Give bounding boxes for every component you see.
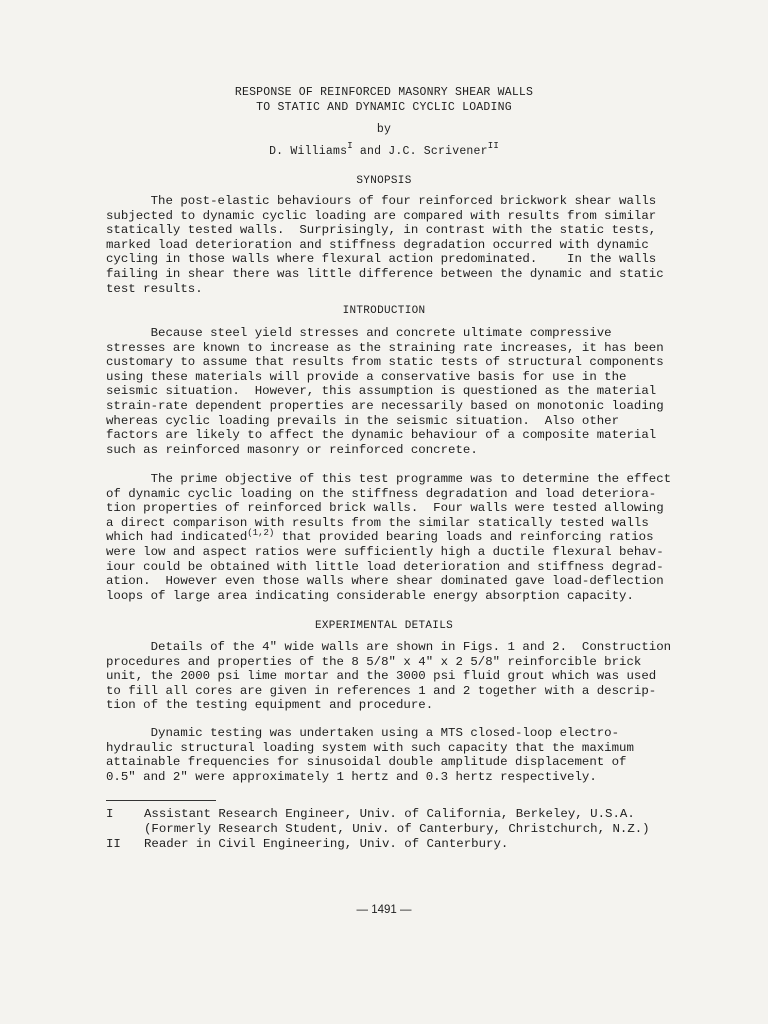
authors bbox=[0, 141, 768, 158]
text-line: hydraulic structural loading system with such capacity that the maximum bbox=[106, 740, 634, 755]
text-line: The post-elastic behaviours of four reinforced brickwork shear walls bbox=[106, 194, 657, 208]
text-line: strain-rate dependent properties are necessarily based on monotonic loading bbox=[106, 398, 664, 413]
text-line: The prime objective of this test programme was to determine the effect bbox=[106, 472, 672, 486]
text-line: factors are likely to affect the dynamic behaviour of a composite material bbox=[106, 428, 657, 443]
footnotes bbox=[106, 807, 706, 852]
text-line: marked load deterioration and stiffness degradation occurred with dynamic bbox=[106, 237, 649, 252]
text-line: attainable frequencies for sinusoidal double amplitude displacement of bbox=[106, 755, 627, 770]
byline-by: by bbox=[376, 123, 392, 136]
footnote-text: (Formerly Research Student, Univ. of Canterbury, Christchurch, N.Z.) bbox=[144, 822, 650, 836]
text-line: of dynamic cyclic loading on the stiffness degradation and load deteriora- bbox=[106, 486, 657, 501]
text-line: whereas cyclic loading prevails in the seismic situation. Also other bbox=[106, 413, 620, 428]
footnote-line bbox=[106, 837, 706, 852]
author-1-mark: I bbox=[347, 141, 353, 151]
text-line: ation. However even those walls where shear dominated gave load-deflection bbox=[106, 574, 664, 589]
footnote-mark: II bbox=[106, 837, 121, 851]
footnote-mark: I bbox=[106, 807, 114, 821]
author-2-mark: II bbox=[487, 141, 499, 151]
experimental-paragraph-1 bbox=[106, 640, 678, 713]
footnote-text: Reader in Civil Engineering, Univ. of Canterbury. bbox=[144, 837, 509, 851]
introduction-paragraph-2-part-a bbox=[106, 472, 678, 530]
reference-superscript: (1,2) bbox=[247, 528, 275, 539]
text-line: Details of the 4" wide walls are shown in Figs. 1 and 2. Construction bbox=[106, 640, 672, 654]
introduction-heading: INTRODUCTION bbox=[342, 305, 426, 317]
text-line: statically tested walls. Surprisingly, in contrast with the static tests, bbox=[106, 223, 657, 238]
text-line: were low and aspect ratios were sufficiently high a ductile flexural behav- bbox=[106, 544, 664, 559]
footnote-line bbox=[106, 807, 706, 822]
synopsis-heading: SYNOPSIS bbox=[356, 175, 412, 187]
text-line: a direct comparison with results from the similar statically tested walls bbox=[106, 515, 649, 530]
introduction-paragraph-2 bbox=[106, 472, 678, 603]
text-line: Dynamic testing was undertaken using a MTS closed-loop electro- bbox=[106, 726, 620, 740]
author-2: and J.C. Scrivener bbox=[352, 145, 488, 158]
text-line: procedures and properties of the 8 5/8" x 4" x 2 5/8" reinforcible brick bbox=[106, 654, 642, 669]
text-line: customary to assume that results from static tests of structural components bbox=[106, 355, 664, 370]
experimental-paragraph-2 bbox=[106, 726, 678, 784]
text-line: such as reinforced masonry or reinforced concrete. bbox=[106, 442, 478, 457]
text-line: loops of large area indicating considerable energy absorption capacity. bbox=[106, 588, 634, 603]
text-line: cycling in those walls where flexural action predominated. In the walls bbox=[106, 252, 657, 267]
paper-title-line-1: RESPONSE OF REINFORCED MASONRY SHEAR WALLS bbox=[234, 86, 534, 99]
introduction-paragraph-2-cited-line: which had indicated$^{(1,2)}$ that provided bearing loads and reinforcing ratios bbox=[106, 528, 654, 545]
text-line: to fill all cores are given in references 1 and 2 together with a descrip- bbox=[106, 683, 657, 698]
text-line: failing in shear there was little difference between the dynamic and static bbox=[106, 266, 664, 281]
footnote-text: Assistant Research Engineer, Univ. of California, Berkeley, U.S.A. bbox=[144, 807, 635, 821]
author-1: D. Williams bbox=[269, 145, 348, 158]
text-line: unit, the 2000 psi lime mortar and the 3000 psi fluid grout which was used bbox=[106, 669, 657, 684]
text-line: subjected to dynamic cyclic loading are compared with results from similar bbox=[106, 208, 657, 223]
text-line: 0.5" and 2" were approximately 1 hertz and 0.3 hertz respectively. bbox=[106, 769, 597, 784]
text-line: seismic situation. However, this assumption is questioned as the material bbox=[106, 384, 657, 399]
text-line: Because steel yield stresses and concrete ultimate compressive bbox=[106, 326, 612, 340]
text-line: test results. bbox=[106, 281, 203, 296]
text-line: using these materials will provide a conservative basis for use in the bbox=[106, 369, 627, 384]
introduction-paragraph-1 bbox=[106, 326, 678, 457]
text-line: tion properties of reinforced brick walls. Four walls were tested allowing bbox=[106, 501, 664, 516]
synopsis-paragraph bbox=[106, 194, 678, 296]
text-line: iour could be obtained with little load deterioration and stiffness degrad- bbox=[106, 559, 664, 574]
page-number: — 1491 — bbox=[356, 904, 412, 916]
introduction-paragraph-2-part-b bbox=[106, 545, 678, 603]
text-line: stresses are known to increase as the straining rate increases, it has been bbox=[106, 340, 664, 355]
footnote-rule bbox=[106, 800, 216, 801]
footnote-line bbox=[106, 822, 706, 837]
text-line: tion of the testing equipment and procedure. bbox=[106, 698, 434, 713]
paper-title-line-2: TO STATIC AND DYNAMIC CYCLIC LOADING bbox=[256, 101, 512, 114]
experimental-details-heading: EXPERIMENTAL DETAILS bbox=[314, 620, 454, 632]
